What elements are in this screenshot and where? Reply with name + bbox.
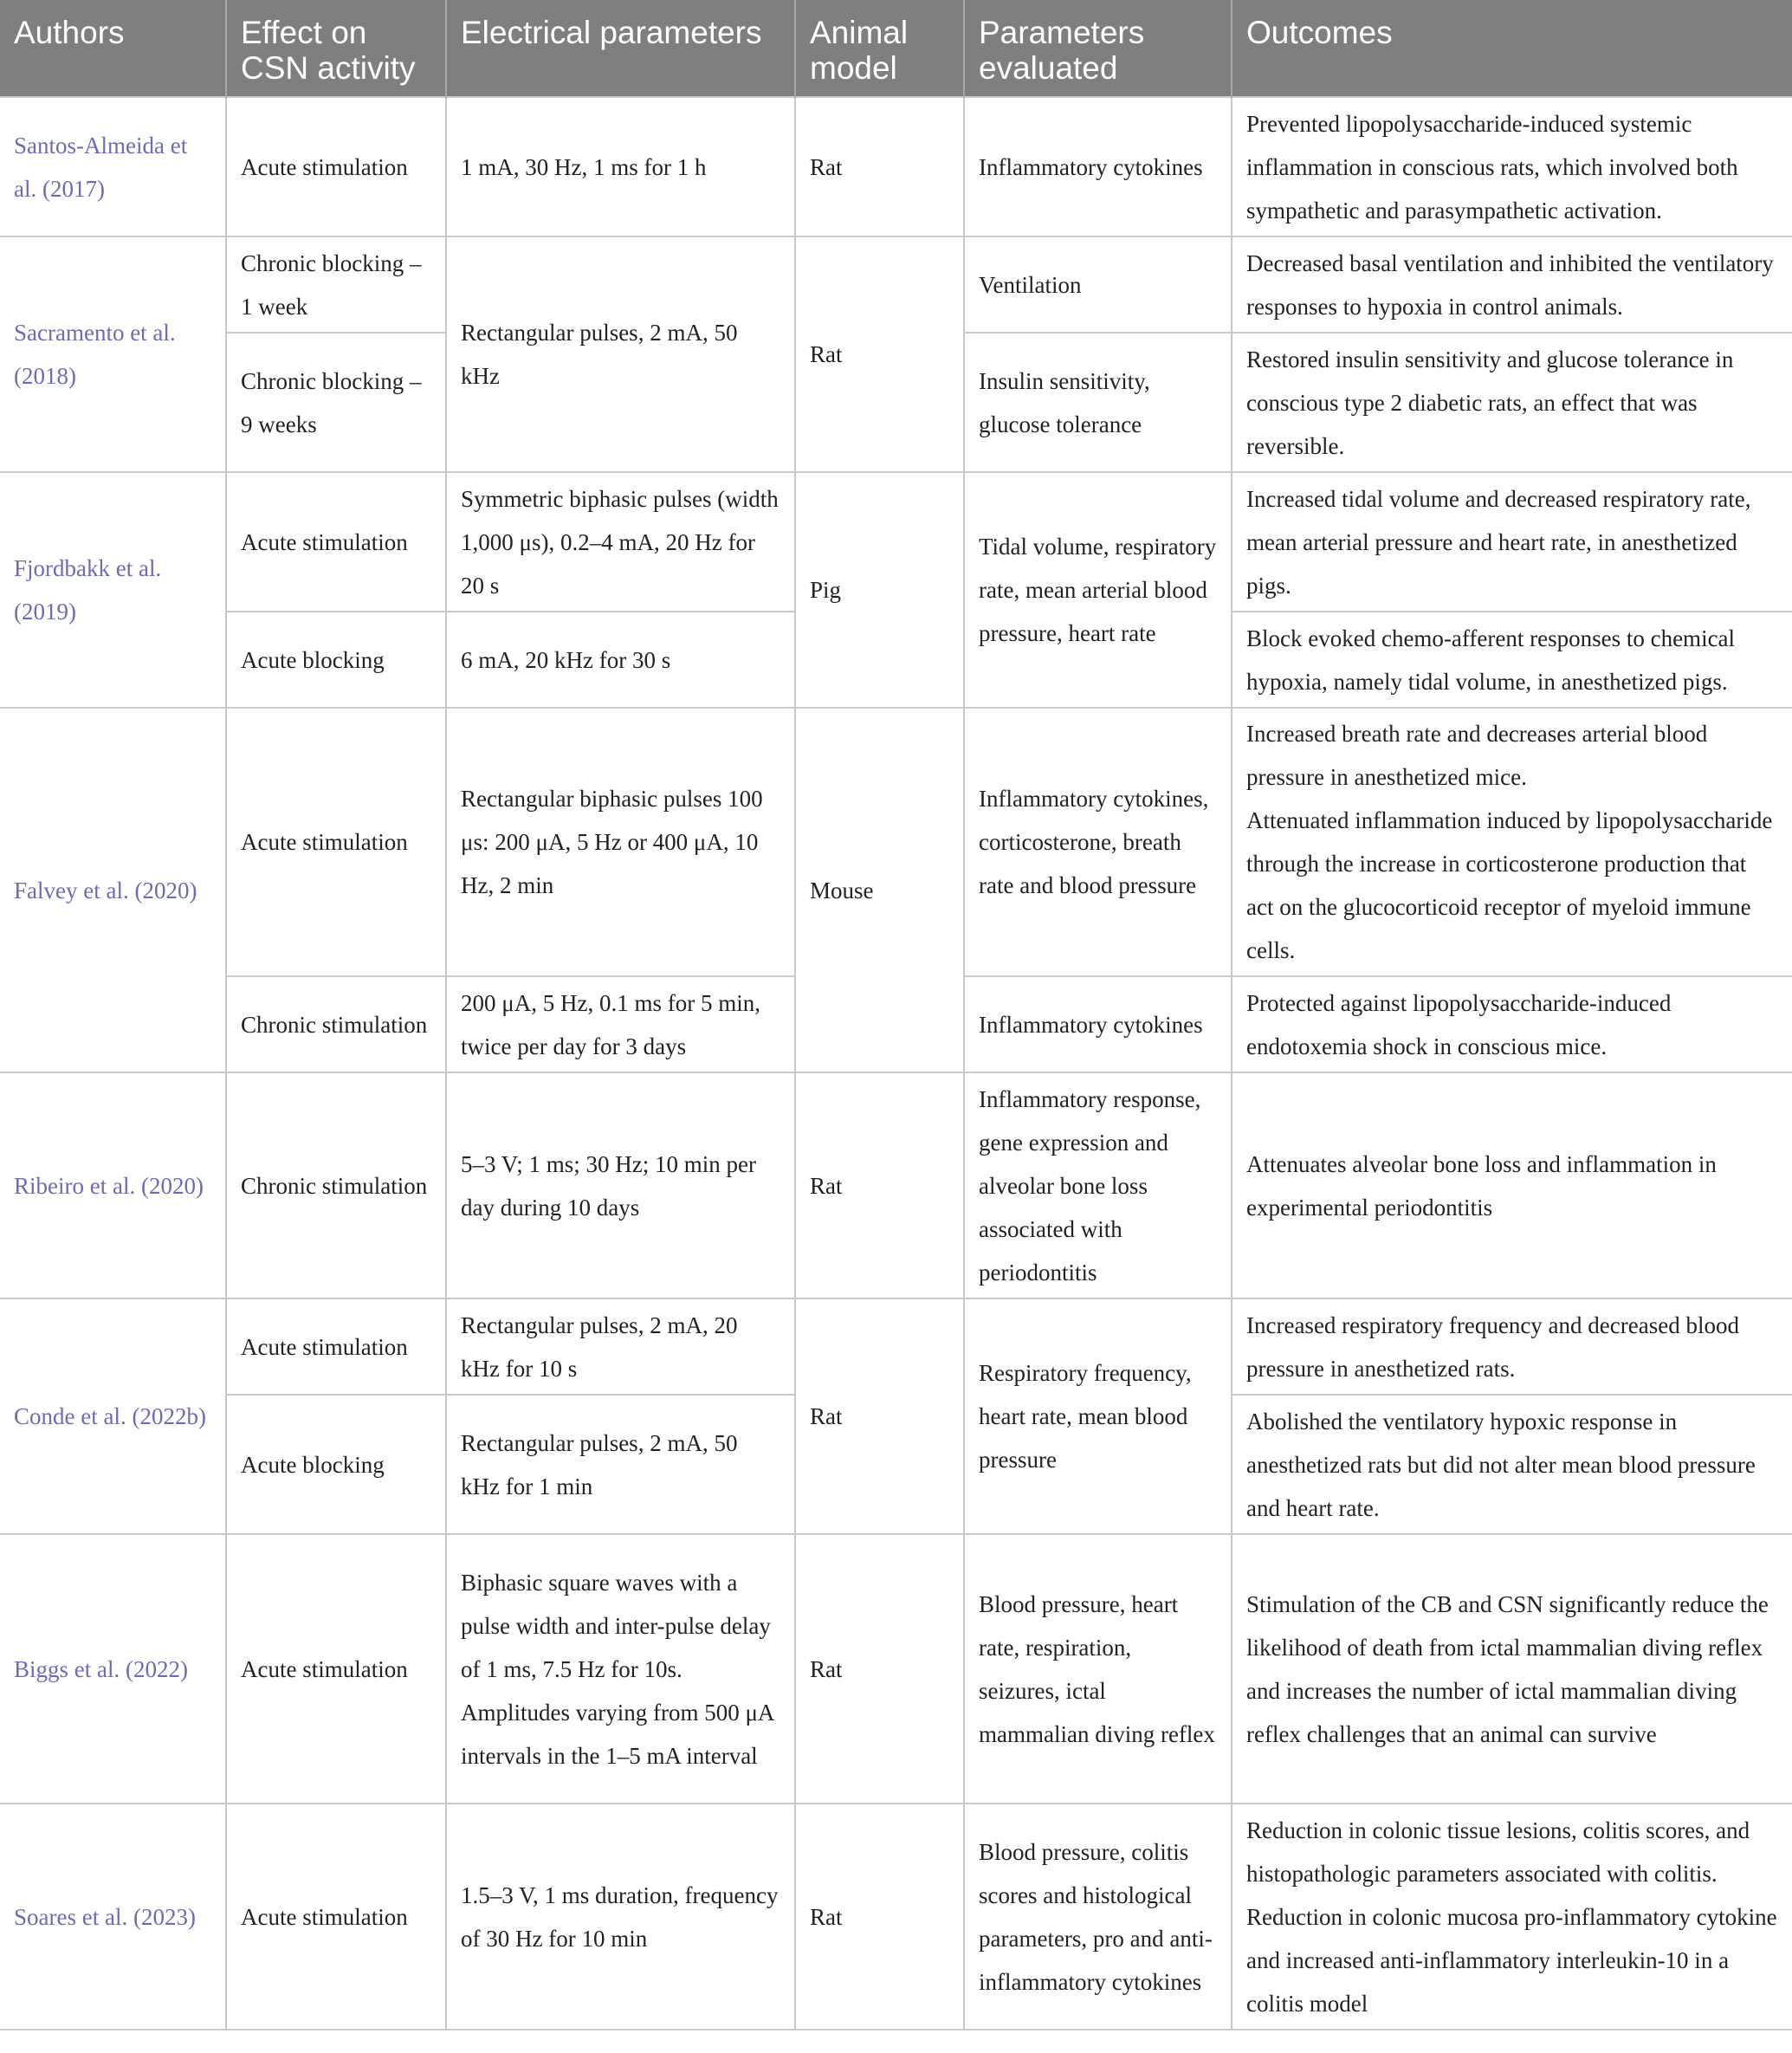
parameters-cell: Respiratory frequency, heart rate, mean blood pressure bbox=[964, 1299, 1232, 1534]
electrical-cell: 1.5–3 V, 1 ms duration, frequency of 30 Hz for 10 min bbox=[446, 1804, 795, 2030]
electrical-cell: Symmetric biphasic pulses (width 1,000 μs), 0.2–4 mA, 20 Hz for 20 s bbox=[446, 472, 795, 612]
electrical-cell: Rectangular pulses, 2 mA, 50 kHz bbox=[446, 236, 795, 472]
table-row bbox=[0, 472, 1792, 612]
outcome-cell: Attenuates alveolar bone loss and inflammation in experimental periodontitis bbox=[1232, 1072, 1792, 1299]
header-outcomes: Outcomes bbox=[1232, 0, 1792, 97]
parameters-cell: Inflammatory cytokines bbox=[964, 97, 1232, 236]
parameters-cell: Inflammatory cytokines, corticosterone, breath rate and blood pressure bbox=[964, 708, 1232, 976]
table-row bbox=[0, 1072, 1792, 1299]
outcome-cell: Prevented lipopolysaccharide-induced systemic inflammation in conscious rats, which involved both sympathetic and parasympathetic activation. bbox=[1232, 97, 1792, 236]
outcome-cell: Increased respiratory frequency and decreased blood pressure in anesthetized rats. bbox=[1232, 1299, 1792, 1395]
parameters-cell: Blood pressure, colitis scores and histological parameters, pro and anti-inflammatory cytokines bbox=[964, 1804, 1232, 2030]
outcome-cell: Stimulation of the CB and CSN significantly reduce the likelihood of death from ictal mammalian diving reflex and increases the number of ictal mammalian diving reflex challenges that an animal can survive bbox=[1232, 1534, 1792, 1804]
parameters-cell: Ventilation bbox=[964, 236, 1232, 333]
outcome-cell: Restored insulin sensitivity and glucose tolerance in conscious type 2 diabetic rats, an effect that was reversible. bbox=[1232, 333, 1792, 472]
electrical-cell: 6 mA, 20 kHz for 30 s bbox=[446, 612, 795, 708]
effect-cell: Acute blocking bbox=[226, 612, 446, 708]
animal-cell: Rat bbox=[795, 1534, 964, 1804]
table-header bbox=[0, 0, 1792, 97]
effect-cell: Acute stimulation bbox=[226, 1299, 446, 1395]
outcome-cell bbox=[1232, 708, 1792, 976]
table-row bbox=[0, 236, 1792, 333]
electrical-cell: 1 mA, 30 Hz, 1 ms for 1 h bbox=[446, 97, 795, 236]
author-link[interactable]: Fjordbakk et al. (2019) bbox=[0, 472, 226, 708]
header-effect: Effect on CSN activity bbox=[226, 0, 446, 97]
table-row bbox=[0, 1804, 1792, 2030]
author-link[interactable]: Soares et al. (2023) bbox=[0, 1804, 226, 2030]
effect-cell: Acute stimulation bbox=[226, 472, 446, 612]
electrical-cell: Rectangular pulses, 2 mA, 50 kHz for 1 min bbox=[446, 1395, 795, 1534]
animal-cell: Pig bbox=[795, 472, 964, 708]
electrical-cell: 200 μA, 5 Hz, 0.1 ms for 5 min, twice per day for 3 days bbox=[446, 976, 795, 1072]
parameters-cell: Inflammatory response, gene expression and alveolar bone loss associated with periodontitis bbox=[964, 1072, 1232, 1299]
effect-cell: Chronic stimulation bbox=[226, 976, 446, 1072]
effect-cell: Acute stimulation bbox=[226, 708, 446, 976]
header-animal-model: Animal model bbox=[795, 0, 964, 97]
author-link[interactable]: Santos-Almeida et al. (2017) bbox=[0, 97, 226, 236]
effect-cell: Acute stimulation bbox=[226, 1804, 446, 2030]
outcome-line: Increased breath rate and decreases arterial blood pressure in anesthetized mice. bbox=[1246, 721, 1708, 790]
header-parameters-evaluated: Parameters evaluated bbox=[964, 0, 1232, 97]
table-row bbox=[0, 97, 1792, 236]
animal-cell: Mouse bbox=[795, 708, 964, 1072]
table-row bbox=[0, 708, 1792, 976]
animal-cell: Rat bbox=[795, 1804, 964, 2030]
outcome-cell: Protected against lipopolysaccharide-induced endotoxemia shock in conscious mice. bbox=[1232, 976, 1792, 1072]
author-link[interactable]: Conde et al. (2022b) bbox=[0, 1299, 226, 1534]
outcome-cell: Increased tidal volume and decreased respiratory rate, mean arterial pressure and heart rate, in anesthetized pigs. bbox=[1232, 472, 1792, 612]
header-row bbox=[0, 0, 1792, 97]
parameters-cell: Blood pressure, heart rate, respiration, seizures, ictal mammalian diving reflex bbox=[964, 1534, 1232, 1804]
table-row bbox=[0, 1534, 1792, 1804]
author-link[interactable]: Biggs et al. (2022) bbox=[0, 1534, 226, 1804]
effect-cell: Acute stimulation bbox=[226, 97, 446, 236]
electrical-cell: Rectangular pulses, 2 mA, 20 kHz for 10 s bbox=[446, 1299, 795, 1395]
parameters-cell: Tidal volume, respiratory rate, mean arterial blood pressure, heart rate bbox=[964, 472, 1232, 708]
header-electrical-parameters: Electrical parameters bbox=[446, 0, 795, 97]
parameters-cell: Inflammatory cytokines bbox=[964, 976, 1232, 1072]
animal-cell: Rat bbox=[795, 236, 964, 472]
animal-cell: Rat bbox=[795, 1299, 964, 1534]
animal-cell: Rat bbox=[795, 97, 964, 236]
outcome-cell: Abolished the ventilatory hypoxic response in anesthetized rats but did not alter mean blood pressure and heart rate. bbox=[1232, 1395, 1792, 1534]
header-authors: Authors bbox=[0, 0, 226, 97]
author-link[interactable]: Falvey et al. (2020) bbox=[0, 708, 226, 1072]
electrical-cell: 5–3 V; 1 ms; 30 Hz; 10 min per day during 10 days bbox=[446, 1072, 795, 1299]
animal-cell: Rat bbox=[795, 1072, 964, 1299]
outcome-cell: Block evoked chemo-afferent responses to chemical hypoxia, namely tidal volume, in anesthetized pigs. bbox=[1232, 612, 1792, 708]
table-row bbox=[0, 1299, 1792, 1395]
table-body bbox=[0, 97, 1792, 2030]
outcome-cell: Decreased basal ventilation and inhibited the ventilatory responses to hypoxia in control animals. bbox=[1232, 236, 1792, 333]
electrical-cell: Rectangular biphasic pulses 100 μs: 200 μA, 5 Hz or 400 μA, 10 Hz, 2 min bbox=[446, 708, 795, 976]
outcome-line: Attenuated inflammation induced by lipopolysaccharide through the increase in corticosterone production that act on the glucocorticoid receptor of myeloid immune cells. bbox=[1246, 807, 1773, 963]
effect-cell: Chronic stimulation bbox=[226, 1072, 446, 1299]
effect-cell: Chronic blocking – 1 week bbox=[226, 236, 446, 333]
author-link[interactable]: Ribeiro et al. (2020) bbox=[0, 1072, 226, 1299]
effect-cell: Acute stimulation bbox=[226, 1534, 446, 1804]
outcome-cell: Reduction in colonic tissue lesions, colitis scores, and histopathologic parameters associated with colitis. Reduction in colonic mucosa pro-inflammatory cytokine and increased anti-inflammatory interleukin-10 in a colitis model bbox=[1232, 1804, 1792, 2030]
electrical-cell: Biphasic square waves with a pulse width and inter-pulse delay of 1 ms, 7.5 Hz for 10s. Amplitudes varying from 500 μA intervals in the 1–5 mA interval bbox=[446, 1534, 795, 1804]
author-link[interactable]: Sacramento et al. (2018) bbox=[0, 236, 226, 472]
effect-cell: Chronic blocking – 9 weeks bbox=[226, 333, 446, 472]
effect-cell: Acute blocking bbox=[226, 1395, 446, 1534]
parameters-cell: Insulin sensitivity, glucose tolerance bbox=[964, 333, 1232, 472]
